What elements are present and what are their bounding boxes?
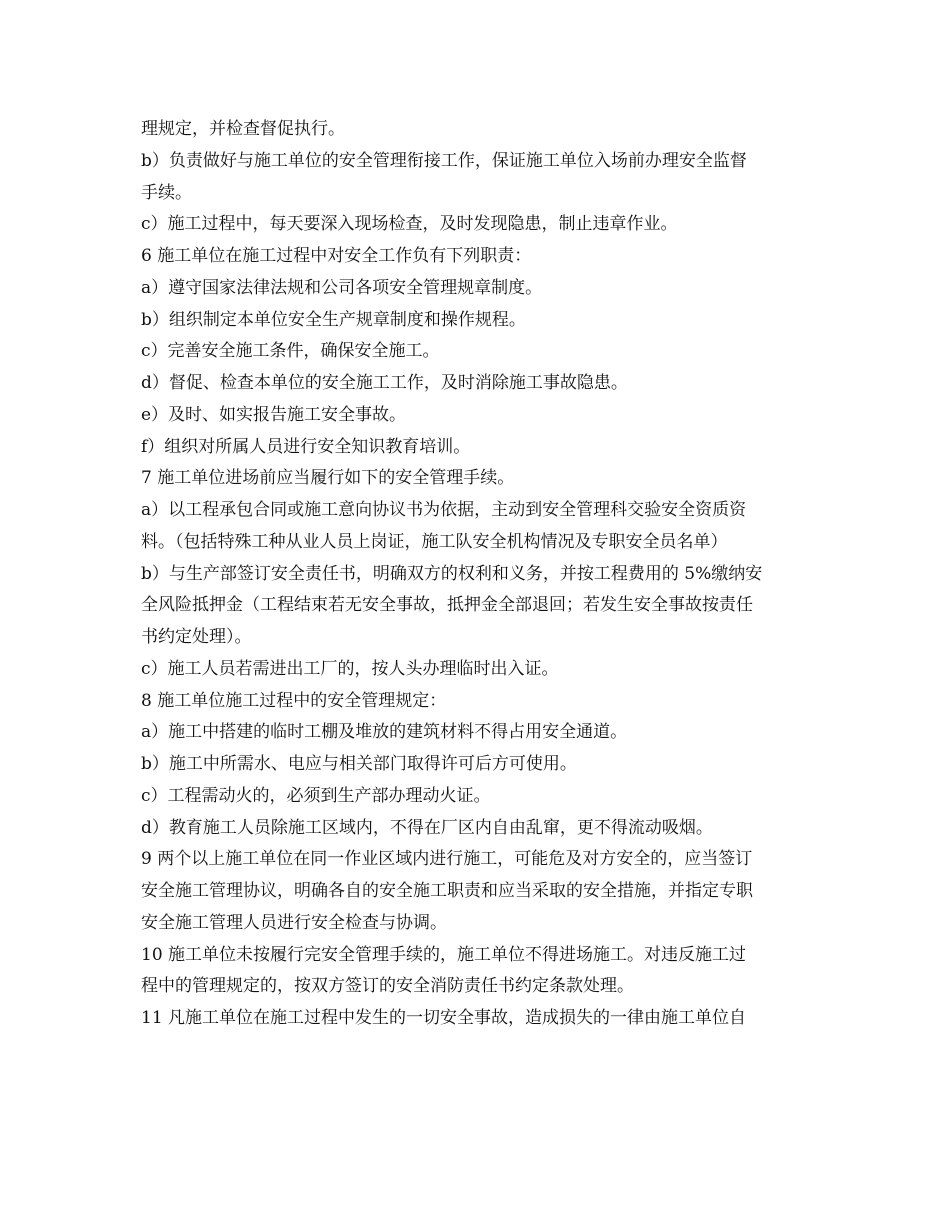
text-line: f）组织对所属人员进行安全知识教育培训。 bbox=[141, 436, 471, 457]
text-line: c）施工过程中，每天要深入现场检查，及时发现隐患，制止违章作业。 bbox=[141, 214, 678, 235]
text-line: b）施工中所需水、电应与相关部门取得许可后方可使用。 bbox=[141, 754, 577, 774]
text-line: e）及时、如实报告施工安全事故。 bbox=[141, 404, 407, 425]
text-line: c）施工人员若需进出工厂的，按人头办理临时出入证。 bbox=[141, 658, 559, 679]
text-line: 书约定处理）。 bbox=[141, 627, 252, 647]
text-line: 安全施工管理协议，明确各自的安全施工职责和应当采取的安全措施，并指定专职 bbox=[141, 881, 753, 901]
text-line: 理规定，并检查督促执行。 bbox=[141, 119, 345, 139]
text-line: 9 两个以上施工单位在同一作业区域内进行施工，可能危及对方安全的，应当签订 bbox=[141, 849, 753, 870]
text-line: 安全施工管理人员进行安全检查与协调。 bbox=[141, 912, 447, 933]
text-line: 7 施工单位进场前应当履行如下的安全管理手续。 bbox=[141, 468, 515, 489]
text-line: a）施工中搭建的临时工棚及堆放的建筑材料不得占用安全通道。 bbox=[141, 722, 628, 743]
text-line: 手续。 bbox=[141, 182, 192, 203]
text-line: c）完善安全施工条件，确保安全施工。 bbox=[141, 341, 440, 362]
document-body bbox=[141, 114, 821, 1035]
text-line: 全风险抵押金（工程结束若无安全事故，抵押金全部退回；若发生安全事故按责任 bbox=[141, 595, 753, 616]
text-line: c）工程需动火的，必须到生产部办理动火证。 bbox=[141, 785, 491, 806]
text-line: d）督促、检查本单位的安全施工工作，及时消除施工事故隐患。 bbox=[141, 373, 628, 393]
text-line: b）负责做好与施工单位的安全管理衔接工作，保证施工单位入场前办理安全监督 bbox=[141, 150, 747, 171]
text-line: a）以工程承包合同或施工意向协议书为依据，主动到安全管理科交验安全资质资 bbox=[141, 500, 747, 520]
text-line: 10 施工单位未按履行完安全管理手续的，施工单位不得进场施工。对违反施工过 bbox=[141, 944, 747, 965]
text-line: 8 施工单位施工过程中的安全管理规定： bbox=[141, 690, 447, 711]
text-line: a）遵守国家法律法规和公司各项安全管理规章制度。 bbox=[141, 277, 543, 298]
text-line: 料。（包括特殊工种从业人员上岗证，施工队安全机构情况及专职安全员名单） bbox=[141, 531, 728, 552]
text-line: 程中的管理规定的，按双方签订的安全消防责任书约定条款处理。 bbox=[141, 976, 634, 997]
text-line: d）教育施工人员除施工区域内，不得在厂区内自由乱窜，更不得流动吸烟。 bbox=[141, 817, 713, 838]
text-line: 6 施工单位在施工过程中对安全工作负有下列职责： bbox=[141, 246, 532, 266]
text-line: b）组织制定本单位安全生产规章制度和操作规程。 bbox=[141, 309, 526, 330]
text-line: b）与生产部签订安全责任书，明确双方的权利和义务，并按工程费用的 5%缴纳安 bbox=[141, 563, 763, 584]
text-line: 11 凡施工单位在施工过程中发生的一切安全事故，造成损失的一律由施工单位自 bbox=[141, 1008, 747, 1028]
